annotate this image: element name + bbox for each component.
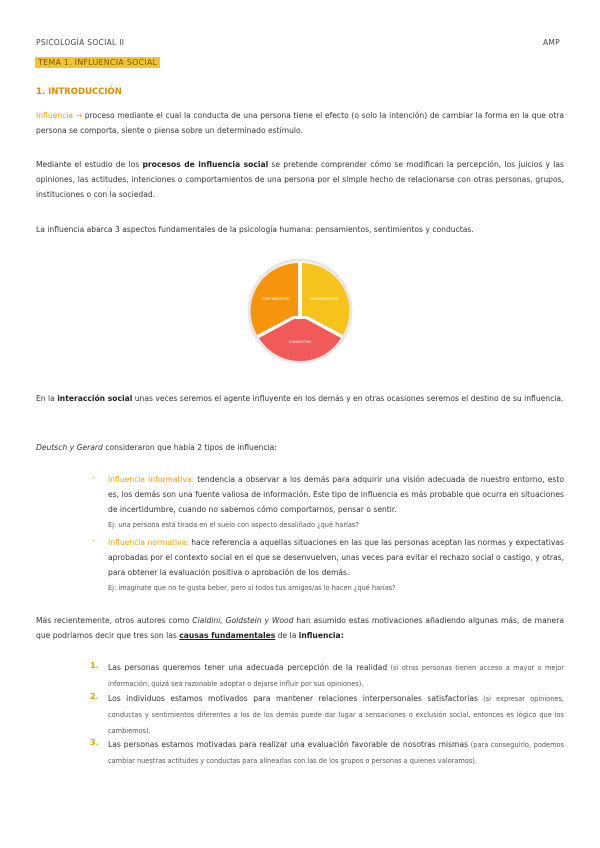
intro-term: Influencia — [36, 111, 74, 120]
type-term: Influencia informativa: — [108, 475, 195, 484]
authors-deutsch-gerard: Deutsch y Gerard — [36, 443, 103, 452]
para6-bold2: influencia: — [298, 631, 344, 640]
cause-text: Los individuos estamos motivados para mantener relaciones interpersonales satisfactorias — [108, 694, 478, 703]
label-pensamientos: PENSAMIENTOS — [309, 297, 339, 301]
para2-text-after: se pretende comprender cómo se modifican la percepción, los juicios y las opiniones, las actitudes, intenciones o comportamientos de una persona por el simple hecho de relacionarse con otras personas, grupos, instituciones o con la sociedad. — [36, 160, 564, 199]
topic-title: TEMA 1. INFLUENCIA SOCIAL — [35, 57, 160, 68]
label-sentimientos: SENTIMIENTOS — [262, 297, 290, 301]
bullet-dash: - — [92, 536, 95, 545]
influence-cycle-diagram — [247, 258, 353, 364]
type-term: Influencia normativa: — [108, 538, 189, 547]
para6-text-mid2: de la — [275, 631, 299, 640]
type-example: Ej: una persona está tirada en el suelo con aspecto desaliñado ¿qué harías? — [108, 521, 359, 529]
para2-text: Mediante el estudio de los — [36, 160, 143, 169]
para6-bold: causas fundamentales — [179, 631, 276, 640]
header-course: PSICOLOGÍA SOCIAL II — [36, 38, 125, 47]
cause-item — [108, 691, 564, 739]
header-initials: AMP — [542, 38, 560, 47]
para6-text-mid: han asumido estas motivaciones añadiendo algunas más, de manera que podríamos decir que tres son las — [36, 616, 564, 640]
para4-text-after: unas veces seremos el agente influyente en los demás y en otras ocasiones seremos el destino de su influencia. — [132, 394, 564, 403]
para6-text: Más recientemente, otros autores como — [36, 616, 193, 625]
para2-bold: procesos de influencia social — [142, 160, 269, 169]
para5-text: consideraron que había 2 tipos de influencia: — [102, 443, 277, 452]
intro-definition: proceso mediante el cual la conducta de una persona tiene el efecto (o solo la intención) de cambiar la forma en la que otra persona se comporta, siente o piensa sobre un determinado estímulo. — [36, 111, 564, 135]
bullet-dash: - — [92, 473, 95, 482]
cause-note: (si expresar opiniones, conductas y sentimientos diferentes a los de los demás puede dar lugar a sensaciones o exclusión social, entonces es lógico que los cambiemos). — [108, 695, 564, 735]
type-example: Ej: imagínate que no te gusta beber, pero si todos tus amigos/as lo hacen ¿qué harías? — [108, 584, 396, 592]
cause-number: 1. — [90, 661, 99, 670]
arrow-glyph: → — [73, 111, 85, 120]
paragraph-types-intro — [36, 440, 564, 455]
cause-item — [108, 737, 564, 769]
type-normativa — [108, 535, 564, 580]
authors-cialdini: Cialdini, Goldstein y Wood — [192, 616, 294, 625]
section-title: 1. INTRODUCCIÓN — [36, 87, 122, 97]
type-text: hace referencia a aquellas situaciones en las que las personas aceptan las normas y expectativas aprobadas por el contexto social en el que se desenvuelven, unas veces para evitar el rechazo social o castigo, y otras, para obtener la evaluación positiva o aprobación de los demás. — [108, 538, 565, 577]
cause-number: 3. — [90, 738, 99, 747]
paragraph-aspects: La influencia abarca 3 aspectos fundamentales de la psicología humana: pensamientos, sentimientos y conductas. — [36, 225, 474, 234]
label-conductas: CONDUCTAS — [288, 340, 312, 344]
cause-number: 2. — [90, 692, 99, 701]
type-informativa — [108, 472, 564, 517]
paragraph-interaction — [36, 391, 564, 406]
cause-text: Las personas queremos tener una adecuada percepción de la realidad — [108, 663, 388, 672]
cause-note: (para conseguirlo, podemos cambiar nuestras actitudes y conductas para alinearlas con las de los grupos o personas a quienes valoramos). — [108, 741, 564, 765]
cause-item — [108, 660, 564, 692]
cause-note: (si otras personas tienen acceso a mayor o mejor información, quizá sea razonable adoptar o dejarse influir por sus opiniones). — [108, 664, 564, 688]
para4-bold: interacción social — [57, 394, 133, 403]
paragraph-processes — [36, 157, 564, 202]
para4-text: En la — [36, 394, 58, 403]
type-text: tendencia a observar a los demás para adquirir una visión adecuada de nuestro entorno, esto es, los demás son una fuente valiosa de información. Este tipo de influencia es más probable que ocurra en situaciones de incertidumbre, cuando no sabemos cómo comportarnos, pensar o sentir. — [108, 475, 564, 514]
cause-text: Las personas estamos motivadas para realizar una evaluación favorable de nosotras mismas — [108, 740, 469, 749]
intro-paragraph — [36, 108, 564, 138]
paragraph-causes-intro — [36, 613, 564, 643]
